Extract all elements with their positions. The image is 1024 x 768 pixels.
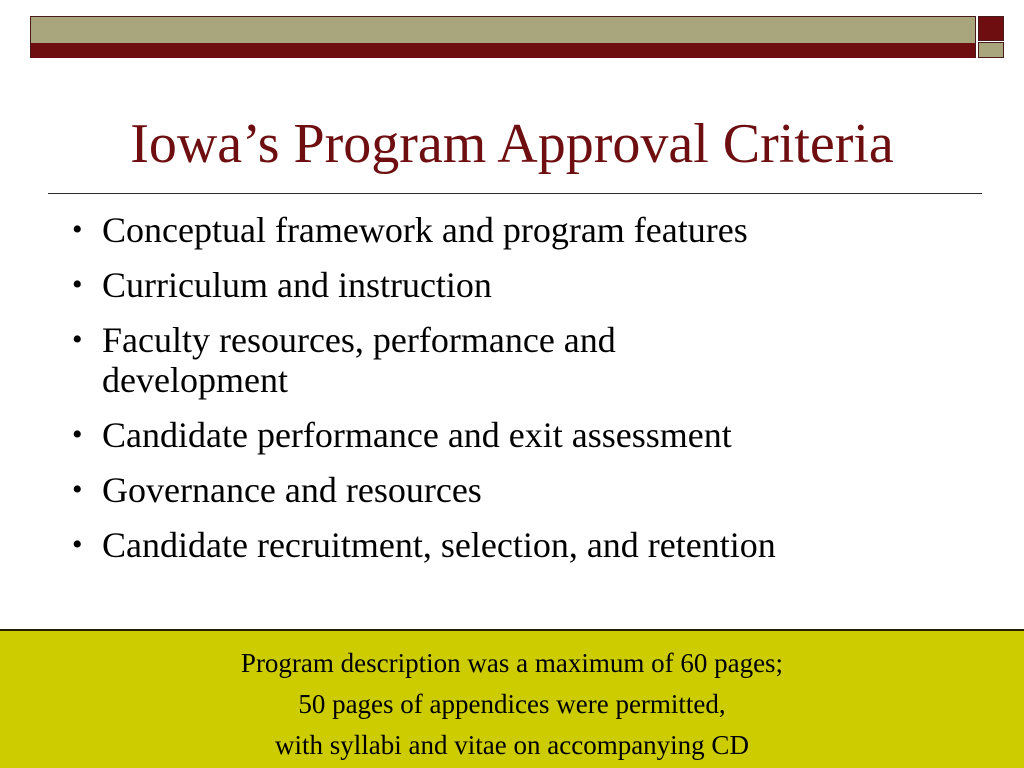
- note-line: with syllabi and vitae on accompanying CD: [275, 730, 749, 760]
- note-callout-box: [0, 629, 1024, 768]
- note-line: 50 pages of appendices were permitted,: [298, 689, 726, 719]
- slide-title: Iowa’s Program Approval Criteria: [130, 113, 894, 175]
- bullet-icon: •: [72, 473, 83, 506]
- list-item: [72, 525, 972, 565]
- bullet-icon: •: [72, 213, 83, 246]
- list-item-text: Candidate recruitment, selection, and retention: [102, 525, 776, 565]
- title-divider: [48, 193, 982, 194]
- bullet-icon: •: [72, 323, 83, 356]
- bullet-icon: •: [72, 418, 83, 451]
- note-text-block: [0, 631, 1024, 766]
- list-item: [72, 265, 972, 305]
- header-decorative-bar: [30, 16, 976, 58]
- bullet-icon: •: [72, 268, 83, 301]
- list-item-text: Conceptual framework and program features: [102, 210, 748, 250]
- note-line: Program description was a maximum of 60 pages;: [240, 648, 784, 678]
- list-item: [72, 320, 762, 400]
- header-corner-blocks: [978, 16, 1004, 58]
- corner-olive-block: [978, 42, 1004, 58]
- criteria-list: [72, 210, 972, 580]
- list-item: [72, 415, 972, 455]
- list-item: [72, 210, 972, 250]
- list-item: [72, 470, 972, 510]
- corner-maroon-block: [978, 16, 1004, 41]
- header-maroon-band: [31, 43, 975, 58]
- list-item-text: Governance and resources: [102, 470, 482, 510]
- list-item-text: Candidate performance and exit assessment: [102, 415, 732, 455]
- list-item-text: Curriculum and instruction: [102, 265, 492, 305]
- header-olive-band: [31, 17, 975, 43]
- list-item-text: Faculty resources, performance and development: [102, 320, 616, 400]
- bullet-icon: •: [72, 528, 83, 561]
